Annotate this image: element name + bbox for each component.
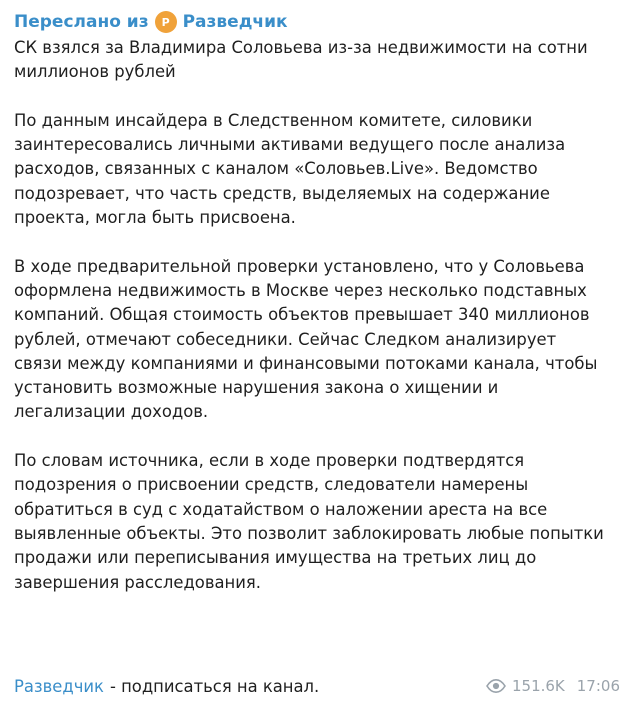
view-count: 151.6K — [511, 677, 565, 695]
forward-header[interactable] — [14, 8, 606, 36]
message-time: 17:06 — [576, 677, 620, 695]
message-title: СК взялся за Владимира Соловьева из-за недвижимости на сотни миллионов рублей — [14, 38, 588, 82]
channel-avatar[interactable]: Р — [155, 11, 177, 33]
message-paragraph-2: В ходе предварительной проверки установлено, что у Соловьева оформлена недвижимость в Москве через несколько подставных компаний. Общая стоимость объектов превышает 340 миллионов рублей, отмечают собеседники. Сейчас Следком анализирует связи между компаниями и финансовыми потоками канала, чтобы установить возможные нарушения закона о хищении и легализации доходов. — [14, 256, 598, 422]
eye-icon — [486, 679, 506, 693]
message-paragraph-1: По данным инсайдера в Следственном комитете, силовики заинтересовались личными активами ведущего после анализа расходов, связанных с каналом «Соловьев.Live». Ведомство подозревает, что часть средств, выделяемых на содержание проекта, могла быть присвоена. — [14, 110, 566, 228]
channel-link[interactable]: Разведчик — [14, 676, 104, 696]
message-meta — [486, 672, 620, 700]
forward-channel-name[interactable]: Разведчик — [182, 12, 288, 32]
message-text — [14, 36, 608, 595]
message-footer — [14, 672, 620, 700]
forward-prefix: Переслано из — [14, 12, 149, 32]
message-paragraph-3: По словам источника, если в ходе проверки подтвердятся подозрения о присвоении средств, следователи намерены обратиться в суд с ходатайством о наложении ареста на все выявленные объекты. Это позволит заблокировать любые попытки продажи или переписывания имущества на третьих лиц до завершения расследования. — [14, 451, 604, 592]
subscribe-text: - подписаться на канал. — [109, 676, 320, 696]
